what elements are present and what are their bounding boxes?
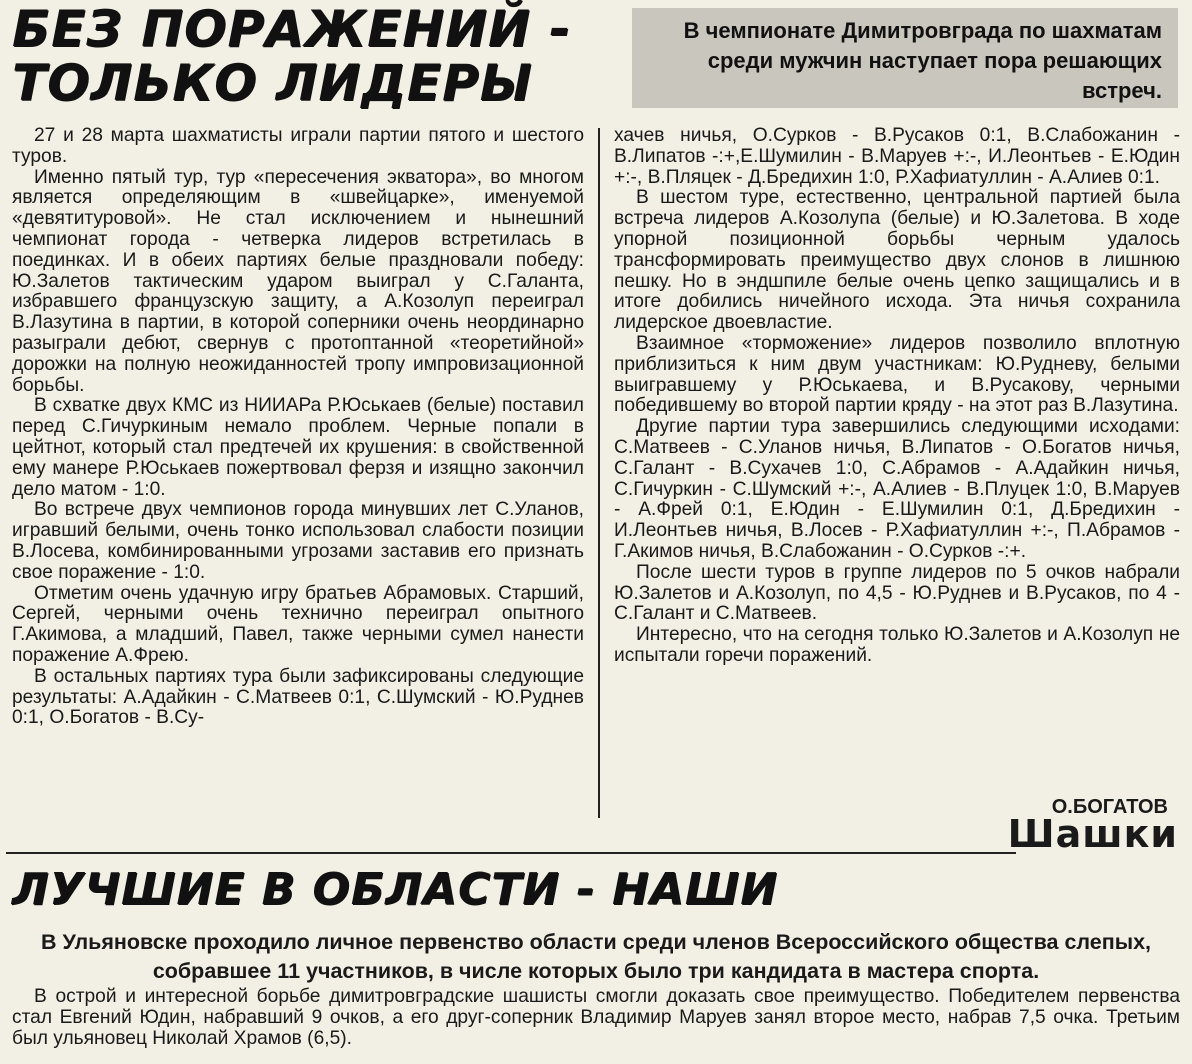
paragraph: Отметим очень удачную игру братьев Абрамовых. Старший, Сергей, черными очень технично переиграл опытного Г.Акимова, а младший, Павел, также черными сумел нанести поражение А.Фрею. xyxy=(12,582,584,666)
paragraph: В острой и интересной борьбе димитровградские шашисты смогли доказать свое преимущество. Победителем первенства стал Евгений Юдин, набравший 9 очков, а его друг-соперник Владимир Маруев занял второе место, набрав 7,5 очка. Третьим был ульяновец Николай Храмов (6,5). xyxy=(12,986,1180,1049)
section-rubric: Шашки xyxy=(1007,812,1178,856)
paragraph: В остальных партиях тура были зафиксированы следующие результаты: А.Адайкин - С.Матвеев 0:1, С.Шумский - Ю.Руднев 0:1, О.Богатов - В.Су- xyxy=(12,665,584,729)
paragraph: Во встрече двух чемпионов города минувших лет С.Уланов, игравший белыми, очень тонко использовал слабости позиции В.Лосева, комбинированными угрозами заставив его признать свое поражение - 1:0. xyxy=(12,499,584,583)
article-lead: В чемпионате Димитровграда по шахматам среди мужчин наступает пора решающих встреч. xyxy=(632,8,1178,108)
article-headline xyxy=(12,2,571,110)
section-divider xyxy=(6,852,1016,854)
paragraph: Интересно, что на сегодня только Ю.Залетов и А.Козолуп не испытали горечи поражений. xyxy=(614,624,1180,666)
article-column-left xyxy=(12,126,584,729)
paragraph-continuation: хачев ничья, О.Сурков - В.Русаков 0:1, В.Слабожанин - В.Липатов -:+,Е.Шумилин - В.Маруев +:-, И.Леонтьев - Е.Юдин +:-, В.Пляцек - Д.Бредихин 1:0, Р.Хафиатуллин - А.Алиев 0:1. xyxy=(614,125,1180,188)
article2-body xyxy=(12,986,1180,1049)
paragraph: Взаимное «торможение» лидеров позволило вплотную приблизиться к ним двум участникам: Ю.Рудневу, белыми выигравшему у Р.Юськаева, и В.Русакову, черными победившему во второй партии кряду - на этот раз В.Лазутина. xyxy=(614,332,1180,417)
paragraph: В шестом туре, естественно, центральной партией была встреча лидеров А.Козолупа (белые) и Ю.Залетова. В ходе упорной позиционной борьбы черным удалось трансформировать преимущество двух слонов в лишнюю пешку. Но в эндшпиле белые очень цепко защищались и в итоге добились ничейного исхода. Эта ничья сохранила лидерское двоевластие. xyxy=(614,187,1180,334)
paragraph: Другие партии тура завершились следующими исходами: С.Матвеев - С.Уланов ничья, В.Липатов - О.Богатов ничья, С.Галант - В.Сухачев 1:0, С.Абрамов - А.Адайкин ничья, С.Гичуркин - С.Шумский +:-, А.Алиев - В.Плуцек 1:0, В.Маруев - А.Фрей 0:1, Е.Юдин - Е.Шумилин 0:1, Д.Бредихин - И.Леонтьев ничья, В.Лосев - Р.Хафиатуллин +:-, П.Абрамов - Г.Акимов ничья, В.Слабожанин - О.Сурков -:+. xyxy=(614,416,1180,562)
headline-line-2: ТОЛЬКО ЛИДЕРЫ xyxy=(12,54,533,112)
headline-line-1: БЕЗ ПОРАЖЕНИЙ - xyxy=(12,0,571,58)
article-column-right xyxy=(614,126,1180,667)
article2-headline: ЛУЧШИЕ В ОБЛАСТИ - НАШИ xyxy=(12,864,779,915)
paragraph: Именно пятый тур, тур «пересечения экватора», во многом является определяющим в «швейцарке», именуемой «девятитуровой». Не стал исключением и нынешний чемпионат города - четверка лидеров встретилась в поединках. И в обеих партиях белые праздновали победу: Ю.Залетов тактическим ударом выиграл у С.Галанта, избравшего французскую защиту, а А.Козолуп переиграл В.Лазутина в партии, в которой соперники очень неординарно разыграли дебют, свернув с протоптанной «теоретийной» дорожки на полную неожиданностей тропу импровизационной борьбы. xyxy=(12,166,584,396)
paragraph: После шести туров в группе лидеров по 5 очков набрали Ю.Залетов и А.Козолуп, по 4,5 - Ю.Руднев и В.Русаков, по 4 - С.Галант и С.Матвеев. xyxy=(614,561,1180,625)
column-divider xyxy=(598,128,600,818)
paragraph: 27 и 28 марта шахматисты играли партии пятого и шестого туров. xyxy=(12,125,584,167)
paragraph: В схватке двух КМС из НИИАРа Р.Юськаев (белые) поставил перед С.Гичуркиным немало проблем. Черные попали в цейтнот, который стал предтечей их крушения: в свойственной ему манере Р.Юськаев пожертвовал ферзя и изящно закончил дело матом - 1:0. xyxy=(12,395,584,500)
article2-lead: В Ульяновске проходило личное первенство области среди членов Всероссийского общества слепых, собравшее 11 участников, в числе которых было три кандидата в мастера спорта. xyxy=(40,930,1152,983)
author-signature: О.БОГАТОВ xyxy=(1051,796,1168,818)
